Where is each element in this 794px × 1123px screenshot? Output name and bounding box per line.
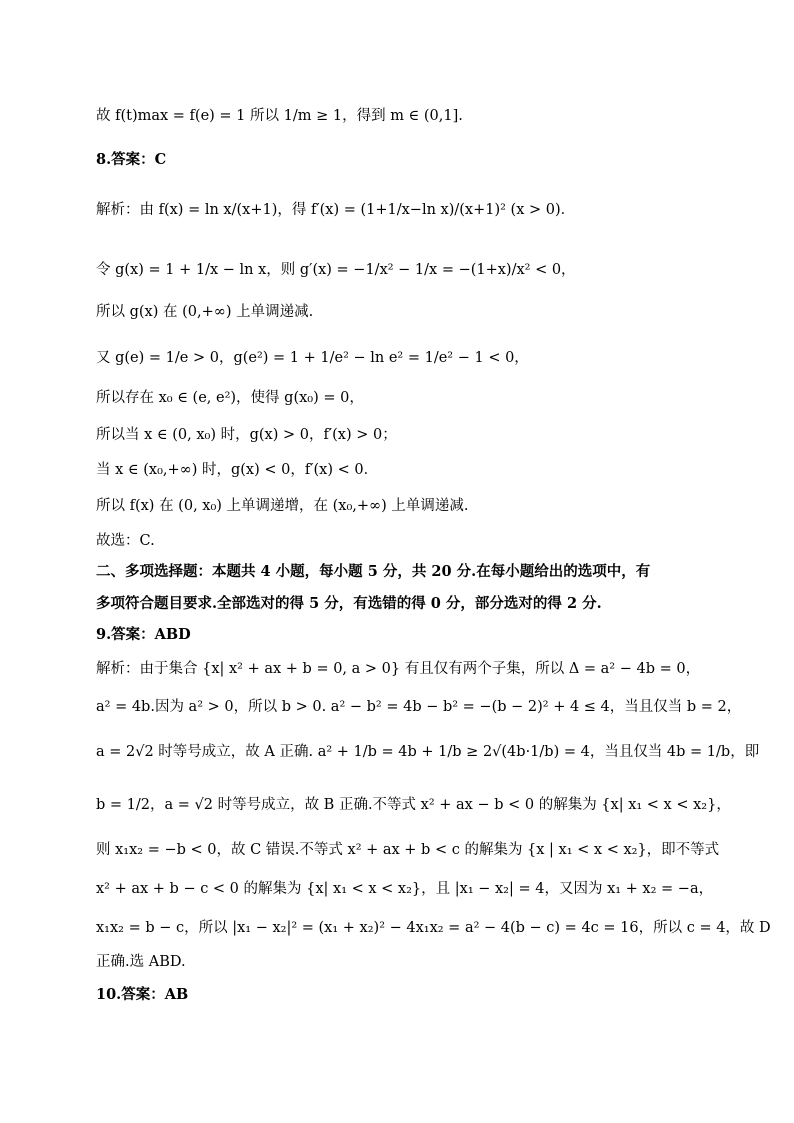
line-18: b = 1/2，a = √2 时等号成立，故 B 正确.不等式 x² + ax − b < 0 的解集为 {x| x₁ < x < x₂}， — [96, 797, 731, 813]
answer-8-heading: 8.答案：C — [96, 151, 167, 168]
answer-9-heading: 9.答案：ABD — [96, 626, 191, 643]
line-15: 解析：由于集合 {x| x² + ax + b = 0, a > 0} 有且仅有两个子集，所以 Δ = a² − 4b = 0， — [96, 661, 701, 677]
line-7: 所以存在 x₀ ∈ (e, e²)，使得 g(x₀) = 0， — [96, 390, 364, 406]
line-9: 当 x ∈ (x₀,+∞) 时，g(x) < 0，f′(x) < 0． — [96, 462, 379, 478]
section-2-heading-line-2: 多项符合题目要求.全部选对的得 5 分，有选错的得 0 分，部分选对的得 2 分. — [96, 595, 602, 612]
line-5: 所以 g(x) 在 (0,+∞) 上单调递减. — [96, 304, 314, 320]
line-3: 解析：由 f(x) = ln x/(x+1)，得 f′(x) = (1+1/x−ln x)/(x+1)² (x > 0)． — [96, 202, 576, 218]
section-2-heading-line-1: 二、多项选择题：本题共 4 小题，每小题 5 分，共 20 分.在每小题给出的选项中，有 — [96, 563, 651, 580]
line-21: x₁x₂ = b − c，所以 |x₁ − x₂|² = (x₁ + x₂)² − 4x₁x₂ = a² − 4(b − c) = 4c = 16，所以 c = 4，故 D — [96, 920, 771, 936]
line-17: a = 2√2 时等号成立，故 A 正确. a² + 1/b = 4b + 1/b ≥ 2√(4b·1/b) = 4，当且仅当 4b = 1/b，即 — [96, 744, 760, 760]
line-1: 故 f(t)max = f(e) = 1 所以 1/m ≥ 1，得到 m ∈ (0,1]. — [96, 108, 463, 124]
line-4: 令 g(x) = 1 + 1/x − ln x，则 g′(x) = −1/x² − 1/x = −(1+x)/x² < 0， — [96, 262, 576, 278]
line-8: 所以当 x ∈ (0, x₀) 时，g(x) > 0，f′(x) > 0； — [96, 427, 397, 443]
line-22: 正确.选 ABD. — [96, 954, 186, 970]
line-10: 所以 f(x) 在 (0, x₀) 上单调递增，在 (x₀,+∞) 上单调递减. — [96, 498, 469, 514]
line-11: 故选：C. — [96, 533, 155, 549]
answer-10-heading: 10.答案：AB — [96, 986, 189, 1003]
line-19: 则 x₁x₂ = −b < 0，故 C 错误.不等式 x² + ax + b < c 的解集为 {x | x₁ < x < x₂}，即不等式 — [96, 842, 720, 858]
line-20: x² + ax + b − c < 0 的解集为 {x| x₁ < x < x₂}，且 |x₁ − x₂| = 4，又因为 x₁ + x₂ = −a， — [96, 881, 714, 897]
line-6: 又 g(e) = 1/e > 0，g(e²) = 1 + 1/e² − ln e² = 1/e² − 1 < 0， — [96, 350, 529, 366]
line-16: a² = 4b.因为 a² > 0，所以 b > 0. a² − b² = 4b − b² = −(b − 2)² + 4 ≤ 4，当且仅当 b = 2， — [96, 699, 742, 715]
